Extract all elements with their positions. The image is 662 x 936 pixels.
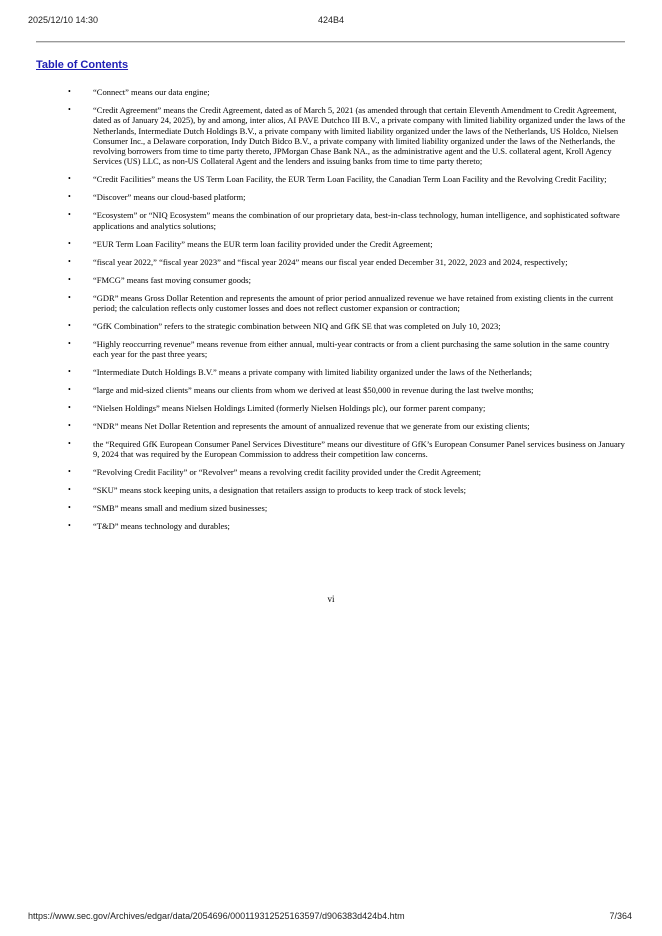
definition-text: “GDR” means Gross Dollar Retention and represents the amount of prior period annualized revenue we have retained from existing clients in the current period; the calculation reflects only customer losses and does not reflect customer expansion or contraction;: [93, 292, 614, 313]
bullet-icon: •: [68, 521, 71, 531]
bullet-icon: •: [68, 503, 71, 513]
page-number: vi: [327, 594, 335, 604]
definitions-list: [66, 87, 626, 539]
bullet-icon: •: [68, 385, 71, 395]
bullet-icon: •: [68, 104, 71, 114]
bullet-icon: •: [68, 238, 71, 248]
definition-text: “Highly reoccurring revenue” means revenue from either annual, multi-year contracts or from a client purchasing the same solution in the same country each year for the past three years;: [93, 338, 610, 360]
definition-item: [66, 210, 626, 231]
definition-item: [66, 467, 626, 477]
definition-text: “large and mid-sized clients” means our clients from whom we derived at least $50,000 in revenue during the last twelve months;: [93, 385, 534, 396]
bullet-icon: •: [68, 320, 71, 330]
definition-item: [66, 439, 626, 460]
bullet-icon: •: [68, 421, 71, 431]
definition-item: [66, 105, 626, 167]
definition-item: [66, 367, 626, 377]
definition-item: [66, 485, 626, 495]
definition-item: [66, 87, 626, 97]
print-datetime: 2025/12/10 14:30: [28, 15, 99, 25]
bullet-icon: •: [68, 256, 71, 266]
definition-text: “NDR” means Net Dollar Retention and represents the amount of annualized revenue that we generate from our existing clients;: [93, 421, 530, 432]
document-title: 424B4: [317, 15, 345, 25]
bullet-icon: •: [68, 174, 71, 184]
definition-item: [66, 174, 626, 184]
bullet-icon: •: [68, 403, 71, 413]
definition-text: “SMB” means small and medium sized businesses;: [93, 503, 268, 514]
definition-item: [66, 192, 626, 202]
definition-item: [66, 403, 626, 413]
bullet-icon: •: [68, 467, 71, 477]
bullet-icon: •: [68, 338, 71, 348]
bullet-icon: •: [68, 439, 71, 449]
bullet-icon: •: [68, 292, 71, 302]
definition-item: [66, 321, 626, 331]
definition-text: “GfK Combination” refers to the strategic combination between NIQ and GfK SE that was completed on July 10, 2023;: [93, 320, 501, 331]
definition-text: “Revolving Credit Facility” or “Revolver” means a revolving credit facility provided under the Credit Agreement;: [93, 467, 482, 478]
definition-text: “EUR Term Loan Facility” means the EUR term loan facility provided under the Credit Agreement;: [93, 238, 433, 249]
definition-text: “Nielsen Holdings” means Nielsen Holdings Limited (formerly Nielsen Holdings plc), our former parent company;: [93, 403, 486, 414]
definition-text: “fiscal year 2022,” “fiscal year 2023” and “fiscal year 2024” means our fiscal year ended December 31, 2022, 2023 and 2024, respectively;: [93, 256, 568, 267]
definition-text: “Credit Facilities” means the US Term Loan Facility, the EUR Term Loan Facility, the Canadian Term Loan Facility and the Revolving Credit Facility;: [93, 174, 607, 185]
definition-text: “T&D” means technology and durables;: [93, 521, 230, 532]
header-divider: [36, 41, 625, 43]
definition-item: [66, 521, 626, 531]
bullet-icon: •: [68, 274, 71, 284]
definition-text: “Discover” means our cloud-based platform;: [93, 192, 246, 203]
table-of-contents-link[interactable]: Table of Contents: [36, 59, 129, 71]
definition-text: “SKU” means stock keeping units, a designation that retailers assign to products to keep track of stock levels;: [93, 485, 466, 496]
definition-item: [66, 275, 626, 285]
bullet-icon: •: [68, 367, 71, 377]
bullet-icon: •: [68, 192, 71, 202]
definition-item: [66, 385, 626, 395]
definition-text: “Ecosystem” or “NIQ Ecosystem” means the combination of our proprietary data, best-in-class technology, human intelligence, and sophisticated software applications and analytics solutions;: [93, 210, 620, 231]
bullet-icon: •: [68, 87, 71, 96]
definition-item: [66, 503, 626, 513]
definition-text: “Credit Agreement” means the Credit Agreement, dated as of March 5, 2021 (as amended through that certain Eleventh Amendment to Credit Agreement, dated as of January 24, 2025), by and among, inter alios, AI PAVE Dutchco III B.V., a private company with limited liability organized under the laws of the Netherlands, Intermediate Dutch Holdings B.V., a private company with limited liability organized under the laws of the Netherlands, US Holdco, Nielsen Consumer Inc., a Delaware corporation, Indy Dutch Bidco B.V., a private company with limited liability organized under the laws of the Netherlands, the revolving borrowers from time to time party thereto, JPMorgan Chase Bank NA., as the administrative agent and the U.S. collateral agent, Kroll Agency Services (US) LLC, as non-US Collateral Agent and the lenders and issuing banks from time to time party thereto;: [93, 104, 626, 167]
footer-url: https://www.sec.gov/Archives/edgar/data/2054696/000119312525163597/d906383d424b4.htm: [28, 911, 405, 921]
footer-page-count: 7/364: [609, 911, 632, 921]
definition-text: “Connect” means our data engine;: [93, 87, 210, 97]
definition-item: [66, 239, 626, 249]
definition-item: [66, 293, 626, 314]
bullet-icon: •: [68, 485, 71, 495]
definition-text: “FMCG” means fast moving consumer goods;: [93, 274, 251, 285]
definition-text: “Intermediate Dutch Holdings B.V.” means a private company with limited liability organized under the laws of the Netherlands;: [93, 367, 532, 378]
definition-item: [66, 257, 626, 267]
definition-text: the “Required GfK European Consumer Panel Services Divestiture” means our divestiture of GfK’s European Consumer Panel services business on January 9, 2024 that was required by the European Commission to address their competition law concerns.: [93, 439, 625, 460]
definition-item: [66, 421, 626, 431]
definition-item: [66, 339, 626, 360]
bullet-icon: •: [68, 210, 71, 220]
